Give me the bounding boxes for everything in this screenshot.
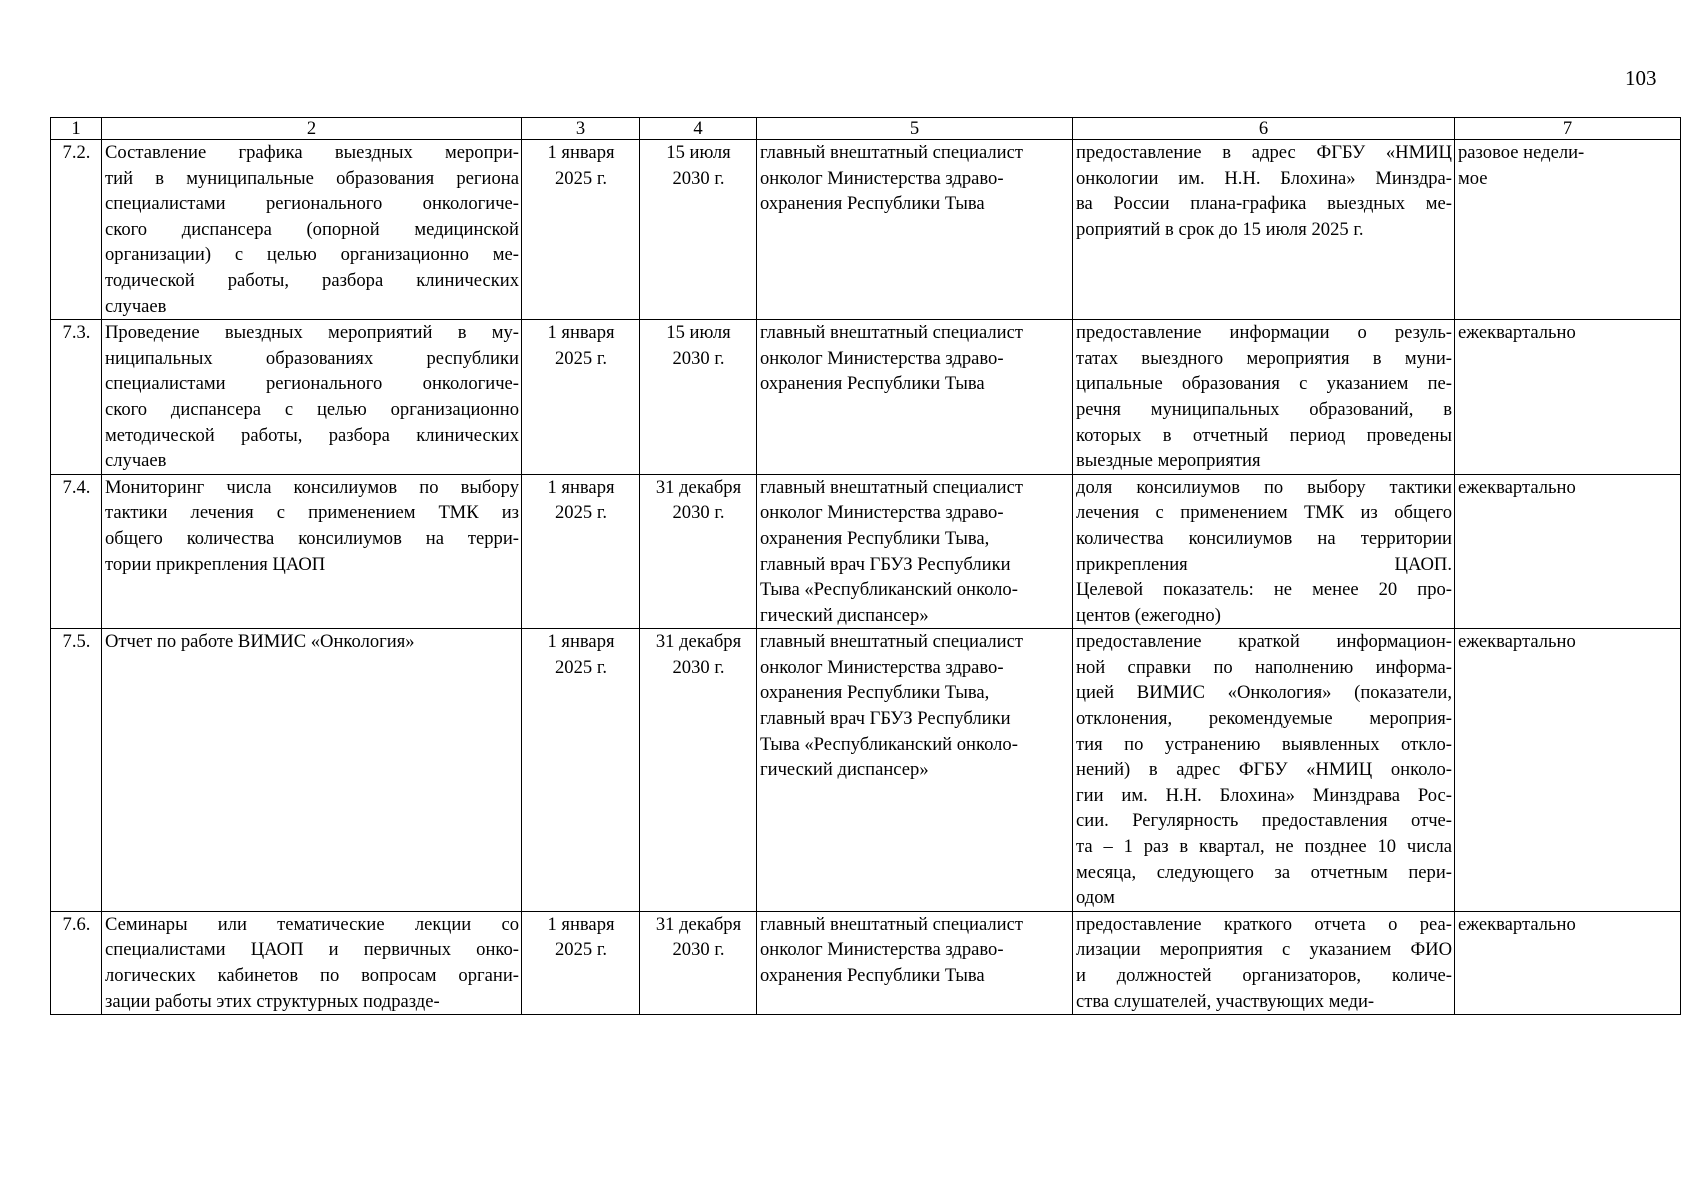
start-date-cell (522, 320, 640, 475)
column-number-header (51, 118, 1681, 140)
text-line: охранения Республики Тыва (760, 373, 985, 395)
responsible-cell (757, 629, 1073, 912)
page-number: 103 (1625, 66, 1657, 90)
text-line: предоставление в адрес ФГБУ «НМИЦ (1076, 142, 1452, 163)
text-line: специалистами регионального онкологиче- (105, 193, 519, 215)
text-line: главный внештатный специалист (760, 322, 1024, 344)
text-line: мое (1458, 167, 1488, 189)
text-line: предоставление краткой информацион- (1076, 631, 1452, 653)
text-line: зации работы этих структурных подразде- (105, 990, 440, 1012)
text-line: методической работы, разбора клинических (105, 424, 519, 446)
text-line: доля консилиумов по выбору тактики (1076, 476, 1452, 498)
plan-table (50, 117, 1681, 1015)
result-cell (1073, 140, 1455, 320)
text-line: главный внештатный специалист (760, 142, 1024, 163)
text-line: специалистами ЦАОП и первичных онко- (105, 939, 519, 961)
text-line: 15 июля (666, 142, 731, 163)
result-cell (1073, 320, 1455, 475)
text-line: гии им. Н.Н. Блохина» Минздрава Рос- (1076, 784, 1452, 806)
text-line: 2030 г. (672, 347, 725, 369)
text-line: Отчет по работе ВИМИС «Онкология» (105, 631, 415, 653)
text-line: Составление графика выездных меропри- (105, 142, 519, 163)
table-row (51, 629, 1681, 912)
item-number-cell: 7.4. (51, 474, 102, 629)
text-line: охранения Республики Тыва (760, 193, 985, 215)
text-line: главный врач ГБУЗ Республики (760, 553, 1011, 575)
text-line: 2030 г. (672, 939, 725, 961)
text-line: ва России плана-графика выездных ме- (1076, 193, 1452, 215)
responsible-cell (757, 474, 1073, 629)
text-line: которых в отчетный период проведены (1076, 424, 1452, 446)
header-cell: 1 (51, 118, 102, 140)
responsible-cell (757, 911, 1073, 1014)
table-row (51, 320, 1681, 475)
text-line: гический диспансер» (760, 759, 929, 781)
text-line: Семинары или тематические лекции со (105, 913, 519, 935)
header-cell: 3 (522, 118, 640, 140)
text-line: гический диспансер» (760, 604, 929, 626)
item-number-cell: 7.2. (51, 140, 102, 320)
text-line: нений) в адрес ФГБУ «НМИЦ онколо- (1076, 759, 1452, 781)
text-line: ского диспансера (опорной медицинской (105, 218, 519, 240)
end-date-cell (640, 474, 757, 629)
text-line: 31 декабря (655, 476, 742, 498)
text-line: онколог Министерства здраво- (760, 939, 1004, 961)
text-line: ежеквартально (1458, 913, 1576, 935)
text-line: Тыва «Республиканский онколо- (760, 579, 1018, 601)
end-date-cell (640, 140, 757, 320)
text-line: 2030 г. (672, 502, 725, 524)
text-line: лечения с применением ТМК из общего (1076, 502, 1452, 524)
text-line: ежеквартально (1458, 631, 1576, 653)
header-cell: 6 (1073, 118, 1455, 140)
text-line: 2030 г. (672, 656, 725, 678)
text-line: и должностей организаторов, количе- (1076, 965, 1452, 986)
text-line: ежеквартально (1458, 476, 1576, 498)
text-line: предоставление информации о резуль- (1076, 322, 1452, 344)
text-line: сии. Регулярность предоставления отче- (1076, 810, 1452, 832)
table-row (51, 474, 1681, 629)
text-line: онкологии им. Н.Н. Блохина» Минздра- (1076, 167, 1452, 189)
text-line: специалистами регионального онкологиче- (105, 373, 519, 395)
text-line: 1 января (547, 142, 615, 163)
text-line: ства слушателей, участвующих меди- (1076, 990, 1375, 1012)
text-line: онколог Министерства здраво- (760, 167, 1004, 189)
text-line: прикрепления ЦАОП. (1076, 553, 1452, 575)
text-line: главный внештатный специалист (760, 913, 1024, 935)
text-line: тий в муниципальные образования региона (105, 167, 519, 189)
activity-cell (102, 629, 522, 912)
table-row (51, 140, 1681, 320)
text-line: 31 декабря (655, 631, 742, 653)
text-line: тия по устранению выявленных откло- (1076, 733, 1452, 755)
activity-cell (102, 474, 522, 629)
result-cell (1073, 629, 1455, 912)
text-line: организации) с целью организационно ме- (105, 244, 519, 266)
periodicity-cell (1455, 629, 1681, 912)
text-line: охранения Республики Тыва, (760, 682, 990, 704)
responsible-cell (757, 320, 1073, 475)
result-cell (1073, 474, 1455, 629)
start-date-cell (522, 474, 640, 629)
start-date-cell (522, 140, 640, 320)
text-line: онколог Министерства здраво- (760, 347, 1004, 369)
text-line: Целевой показатель: не менее 20 про- (1076, 579, 1452, 601)
text-line: 2025 г. (554, 167, 607, 189)
text-line: тории прикрепления ЦАОП (105, 553, 326, 575)
periodicity-cell (1455, 474, 1681, 629)
text-line: 2030 г. (672, 167, 725, 189)
text-line: главный врач ГБУЗ Республики (760, 708, 1011, 730)
text-line: цией ВИМИС «Онкология» (показатели, (1076, 682, 1452, 704)
text-line: роприятий в срок до 15 июля 2025 г. (1076, 218, 1364, 240)
text-line: 2025 г. (554, 347, 607, 369)
text-line: 15 июля (666, 322, 731, 344)
start-date-cell (522, 911, 640, 1014)
text-line: одом (1076, 887, 1115, 909)
text-line: та – 1 раз в квартал, не позднее 10 числа (1076, 836, 1452, 858)
activity-cell (102, 140, 522, 320)
text-line: Тыва «Республиканский онколо- (760, 733, 1018, 755)
text-line: выездные мероприятия (1076, 450, 1261, 472)
text-line: ского диспансера с целью организационно (105, 398, 519, 420)
activity-cell (102, 320, 522, 475)
result-cell (1073, 911, 1455, 1014)
responsible-cell (757, 140, 1073, 320)
text-line: разовое недели- (1458, 142, 1585, 163)
text-line: ципальные образования с указанием пе- (1076, 373, 1452, 395)
item-number-cell: 7.3. (51, 320, 102, 475)
text-line: охранения Республики Тыва (760, 965, 985, 986)
text-line: случаев (105, 450, 167, 472)
text-line: 1 января (547, 476, 615, 498)
text-line: Проведение выездных мероприятий в му- (105, 322, 519, 344)
text-line: главный внештатный специалист (760, 476, 1024, 498)
text-line: 2025 г. (554, 656, 607, 678)
text-line: главный внештатный специалист (760, 631, 1024, 653)
periodicity-cell (1455, 320, 1681, 475)
periodicity-cell (1455, 140, 1681, 320)
text-line: логических кабинетов по вопросам органи- (105, 965, 519, 986)
header-cell: 4 (640, 118, 757, 140)
text-line: отклонения, рекомендуемые мероприя- (1076, 708, 1452, 730)
text-line: тактики лечения с применением ТМК из (105, 502, 519, 524)
text-line: общего количества консилиумов на терри- (105, 527, 519, 549)
text-line: тодической работы, разбора клинических (105, 269, 519, 291)
item-number-cell: 7.5. (51, 629, 102, 912)
periodicity-cell (1455, 911, 1681, 1014)
text-line: 31 декабря (655, 913, 742, 935)
text-line: 1 января (547, 631, 615, 653)
text-line: 1 января (547, 322, 615, 344)
text-line: случаев (105, 295, 167, 317)
text-line: Мониторинг числа консилиумов по выбору (105, 476, 519, 498)
text-line: ной справки по наполнению информа- (1076, 656, 1452, 678)
text-line: лизации мероприятия с указанием ФИО (1076, 939, 1452, 961)
text-line: ниципальных образованиях республики (105, 347, 519, 369)
item-number-cell: 7.6. (51, 911, 102, 1014)
table-row (51, 911, 1681, 1014)
text-line: татах выездного мероприятия в муни- (1076, 347, 1452, 369)
end-date-cell (640, 911, 757, 1014)
start-date-cell (522, 629, 640, 912)
text-line: ежеквартально (1458, 322, 1576, 344)
text-line: 2025 г. (554, 502, 607, 524)
text-line: месяца, следующего за отчетным пери- (1076, 861, 1452, 883)
header-cell: 5 (757, 118, 1073, 140)
text-line: количества консилиумов на территории (1076, 527, 1452, 549)
text-line: охранения Республики Тыва, (760, 527, 990, 549)
text-line: онколог Министерства здраво- (760, 656, 1004, 678)
activity-cell (102, 911, 522, 1014)
text-line: предоставление краткого отчета о реа- (1076, 913, 1452, 935)
text-line: 2025 г. (554, 939, 607, 961)
text-line: центов (ежегодно) (1076, 604, 1221, 626)
text-line: речня муниципальных образований, в (1076, 398, 1452, 420)
text-line: 1 января (547, 913, 615, 935)
header-cell: 2 (102, 118, 522, 140)
text-line: онколог Министерства здраво- (760, 502, 1004, 524)
end-date-cell (640, 629, 757, 912)
end-date-cell (640, 320, 757, 475)
header-cell: 7 (1455, 118, 1681, 140)
